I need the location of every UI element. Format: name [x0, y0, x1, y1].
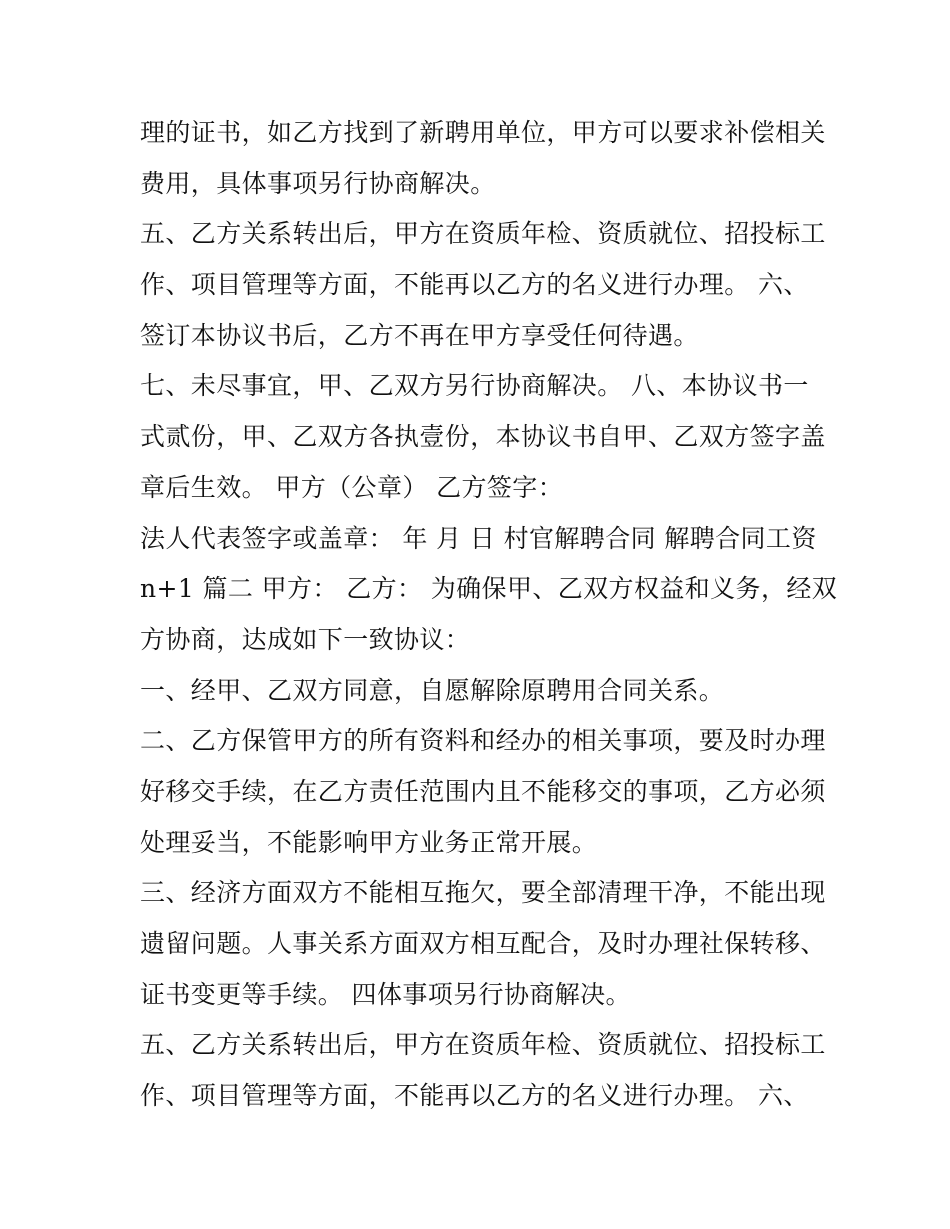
text-line-16: 三、经济方面双方不能相互拖欠，要全部清理干净，不能出现: [140, 878, 826, 908]
text-line-1: 理的证书，如乙方找到了新聘用单位，甲方可以要求补偿相关: [140, 118, 826, 147]
text-line-18: 证书变更等手续。 四体事项另行协商解决。: [140, 979, 631, 1009]
text-line-7: 式贰份，甲、乙双方各执壹份，本协议书自甲、乙双方签字盖: [140, 422, 826, 452]
text-line-15: 处理妥当，不能影响甲方业务正常开展。: [140, 827, 598, 857]
text-line-2: 费用，具体事项另行协商解决。: [140, 168, 496, 198]
text-line-19: 五、乙方关系转出后，甲方在资质年检、资质就位、招投标工: [140, 1030, 826, 1060]
text-line-6: 七、未尽事宜，甲、乙双方另行协商解决。 八、本协议书一: [140, 371, 809, 401]
text-line-9: 法人代表签字或盖章： 年 月 日 村官解聘合同 解聘合同工资: [140, 523, 817, 553]
text-line-3: 五、乙方关系转出后，甲方在资质年检、资质就位、招投标工: [140, 219, 826, 249]
text-line-12: 一、经甲、乙双方同意，自愿解除原聘用合同关系。: [140, 675, 725, 705]
document-body: [140, 108, 838, 1122]
text-line-11: 方协商，达成如下一致协议：: [140, 624, 471, 654]
text-line-14: 好移交手续，在乙方责任范围内且不能移交的事项，乙方必须: [140, 776, 826, 806]
text-line-17: 遗留问题。人事关系方面双方相互配合，及时办理社保转移、: [140, 929, 826, 958]
text-line-8: 章后生效。 甲方（公章） 乙方签字：: [140, 472, 564, 502]
text-line-13: 二、乙方保管甲方的所有资料和经办的相关事项，要及时办理: [140, 726, 826, 756]
text-line-5: 签订本协议书后，乙方不再在甲方享受任何待遇。: [140, 320, 699, 350]
text-line-4: 作、项目管理等方面，不能再以乙方的名义进行办理。 六、: [140, 270, 809, 300]
text-line-10: n+1 篇二 甲方： 乙方： 为确保甲、乙双方权益和义务，经双: [140, 574, 838, 604]
text-line-20: 作、项目管理等方面，不能再以乙方的名义进行办理。 六、: [140, 1081, 809, 1111]
